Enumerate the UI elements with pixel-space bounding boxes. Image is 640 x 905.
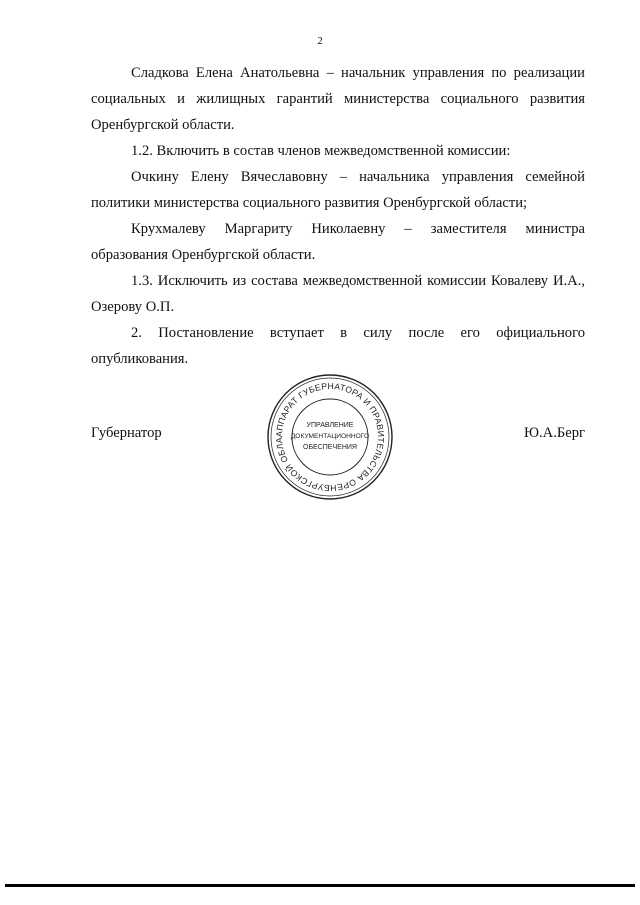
paragraph-ochkina: Очкину Елену Вячеславовну – начальника управления семейной политики министерства социального развития Оренбургской области; bbox=[91, 169, 585, 211]
paragraph-krukhmaleva: Крухмалеву Маргариту Николаевну – заместителя министра образования Оренбургской области. bbox=[91, 221, 585, 263]
seal-center-line-2: ДОКУМЕНТАЦИОННОГО bbox=[290, 433, 370, 440]
paragraph-item-1-3: 1.3. Исключить из состава межведомственной комиссии Ковалеву И.А., Озерову О.П. bbox=[91, 273, 585, 315]
signatory-name: Ю.А.Берг bbox=[524, 425, 585, 441]
official-seal bbox=[265, 372, 395, 502]
seal-graphic bbox=[265, 372, 395, 502]
signatory-title: Губернатор bbox=[91, 425, 162, 441]
paragraph-item-2: 2. Постановление вступает в силу после его официального опубликования. bbox=[91, 325, 585, 367]
seal-ring-text: АППАРАТ ГУБЕРНАТОРА И ПРАВИТЕЛЬСТВА ОРЕНБУРГСКОЙ ОБЛА bbox=[273, 380, 387, 494]
seal-center-line-3: ОБЕСПЕЧЕНИЯ bbox=[303, 444, 357, 451]
paragraph-item-1-2: 1.2. Включить в состав членов межведомственной комиссии: bbox=[131, 143, 511, 159]
paragraph-sladkova: Сладкова Елена Анатольевна – начальник управления по реализации социальных и жилищных гарантий министерства социального развития Оренбургской области. bbox=[91, 65, 585, 133]
document-body bbox=[91, 60, 585, 372]
page-number: 2 bbox=[317, 35, 323, 47]
seal-center-line-1: УПРАВЛЕНИЕ bbox=[306, 422, 354, 429]
bottom-rule bbox=[5, 884, 635, 887]
